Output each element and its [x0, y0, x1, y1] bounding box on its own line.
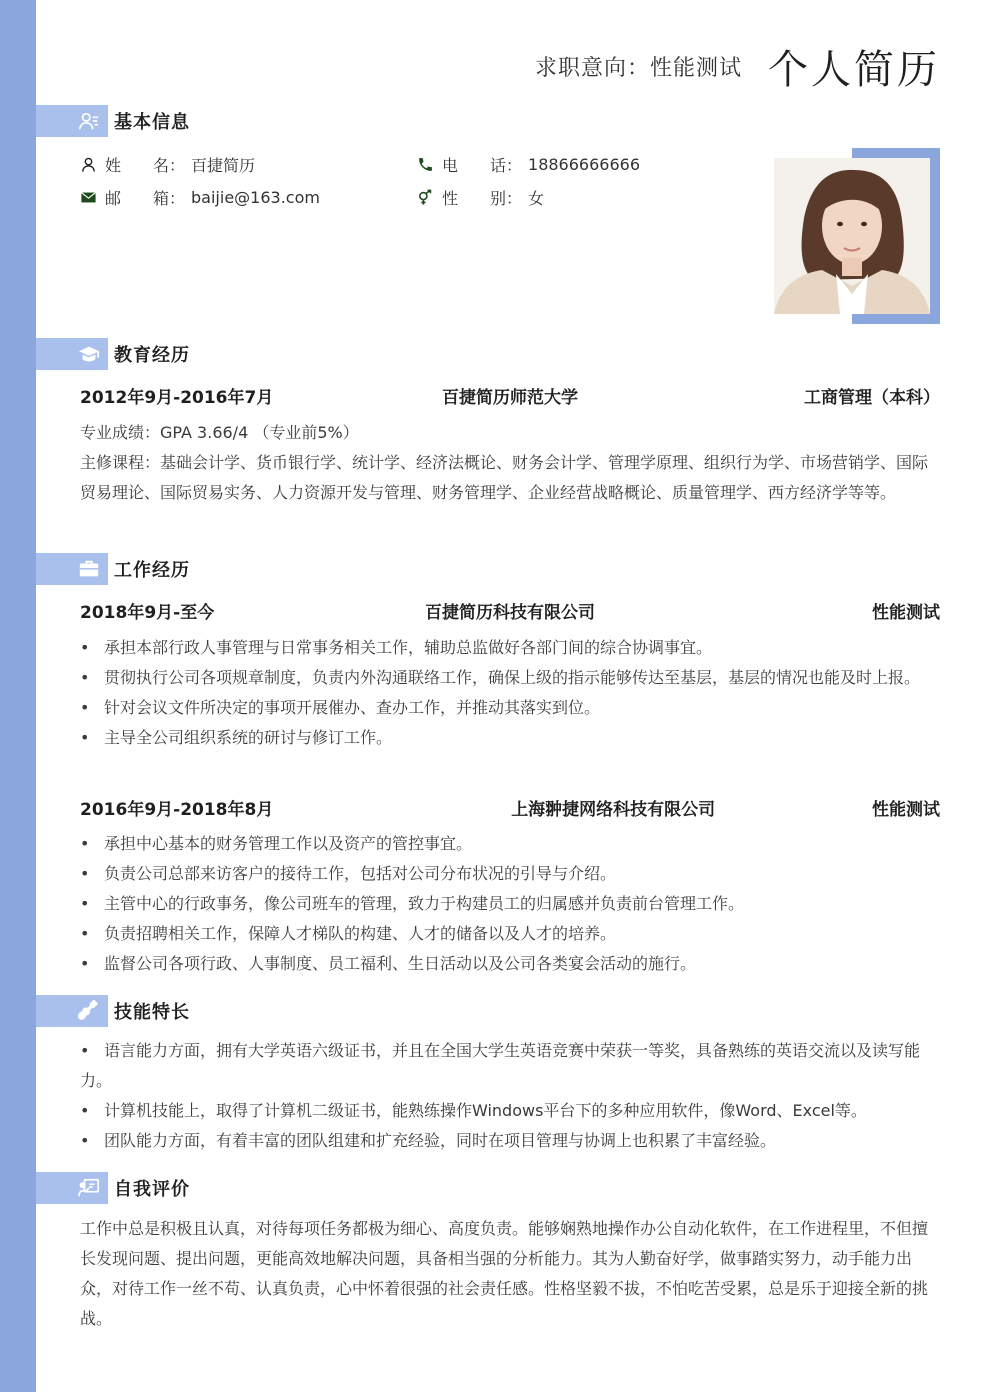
job-duties-list	[80, 829, 940, 979]
education-major: 工商管理（本科）	[804, 387, 940, 408]
person-icon	[80, 156, 97, 173]
name-value: 百捷简历	[191, 155, 256, 175]
email-row: 邮 箱 ： baijie@163.com	[80, 185, 320, 209]
gender-icon	[417, 189, 434, 206]
education-period: 2012年9月-2016年7月	[80, 387, 274, 408]
job-intent: 求职意向：性能测试	[534, 55, 742, 81]
job-role: 性能测试	[872, 602, 940, 623]
job-entry-header	[80, 597, 940, 623]
name-row: 姓 名 ： 百捷简历	[80, 152, 255, 176]
phone-icon	[417, 156, 434, 173]
list-item: • 主导全公司组织系统的研讨与修订工作。	[80, 723, 940, 753]
list-item: • 负责公司总部来访客户的接待工作，包括对公司分布状况的引导与介绍。	[80, 859, 940, 889]
graduation-cap-icon	[78, 343, 100, 365]
section-title: 技能特长	[114, 1002, 190, 1023]
section-title: 基本信息	[114, 112, 190, 133]
page-title: 个人简历	[768, 46, 940, 93]
section-title: 自我评价	[114, 1179, 190, 1200]
section-basic-info	[36, 105, 190, 137]
list-item: • 承担中心基本的财务管理工作以及资产的管控事宜。	[80, 829, 940, 859]
briefcase-icon	[78, 558, 100, 580]
profile-photo-frame	[774, 148, 940, 324]
education-school: 百捷简历师范大学	[442, 387, 578, 408]
mail-icon	[80, 189, 97, 206]
list-item: • 主管中心的行政事务，像公司班车的管理，致力于构建员工的归属感并负责前台管理工作。	[80, 889, 940, 919]
job-company: 上海翀捷网络科技有限公司	[511, 799, 716, 820]
job-company: 百捷简历科技有限公司	[425, 602, 595, 623]
page-header	[535, 38, 940, 94]
presentation-icon	[78, 1177, 100, 1199]
section-self-evaluation	[36, 1172, 190, 1204]
profile-photo	[774, 158, 930, 314]
list-item: • 承担本部行政人事管理与日常事务相关工作，辅助总监做好各部门间的综合协调事宜。	[80, 633, 940, 663]
section-education	[36, 338, 190, 370]
education-grades: 专业成绩：GPA 3.66/4 （专业前5%）	[80, 423, 359, 442]
section-title: 教育经历	[114, 345, 190, 366]
self-evaluation-text: 工作中总是积极且认真，对待每项任务都极为细心、高度负责。能够娴熟地操作办公自动化软件，在工作进程里，不但擅长发现问题、提出问题，更能高效地解决问题，具备相当强的分析能力。其为人勤奋好学，做事踏实努力，动手能力出众，对待工作一丝不苟、认真负责，心中怀着很强的社会责任感。性格坚毅不拔，不怕吃苦受累，总是乐于迎接全新的挑战。	[80, 1219, 929, 1328]
gender-value: 女	[528, 188, 545, 208]
job-entry-header	[80, 794, 940, 820]
job-role: 性能测试	[872, 799, 940, 820]
section-work	[36, 553, 190, 585]
list-item: • 团队能力方面，有着丰富的团队组建和扩充经验，同时在项目管理与协调上也积累了丰富经验。	[80, 1126, 940, 1156]
list-item: • 贯彻执行公司各项规章制度，负责内外沟通联络工作，确保上级的指示能够传达至基层，基层的情况也能及时上报。	[80, 663, 940, 693]
section-skills	[36, 995, 190, 1027]
section-title: 工作经历	[114, 560, 190, 581]
list-item: • 监督公司各项行政、人事制度、员工福利、生日活动以及公司各类宴会活动的施行。	[80, 949, 940, 979]
list-item: • 语言能力方面，拥有大学英语六级证书，并且在全国大学生英语竞赛中荣获一等奖，具备熟练的英语交流以及读写能力。	[80, 1036, 940, 1096]
education-entry-header	[80, 382, 940, 408]
guitar-icon	[78, 1000, 100, 1022]
left-accent-bar	[0, 0, 36, 1392]
job-period: 2016年9月-2018年8月	[80, 799, 274, 820]
phone-value: 18866666666	[528, 154, 640, 174]
education-courses: 主修课程：基础会计学、货币银行学、统计学、经济法概论、财务会计学、管理学原理、组织行为学、市场营销学、国际贸易理论、国际贸易实务、人力资源开发与管理、财务管理学、企业经营战略概论、质量管理学、西方经济学等等。	[80, 453, 929, 502]
job-duties-list	[80, 633, 940, 753]
list-item: • 计算机技能上，取得了计算机二级证书，能熟练操作Windows平台下的多种应用软件，像Word、Excel等。	[80, 1096, 940, 1126]
email-value: baijie@163.com	[191, 187, 320, 207]
user-tag-icon	[78, 110, 100, 132]
skills-list	[80, 1036, 940, 1156]
phone-row: 电 话 ： 18866666666	[417, 152, 640, 176]
list-item: • 针对会议文件所决定的事项开展催办、查办工作，并推动其落实到位。	[80, 693, 940, 723]
job-period: 2018年9月-至今	[80, 602, 215, 623]
list-item: • 负责招聘相关工作，保障人才梯队的构建、人才的储备以及人才的培养。	[80, 919, 940, 949]
gender-row: 性 别 ： 女	[417, 185, 544, 209]
